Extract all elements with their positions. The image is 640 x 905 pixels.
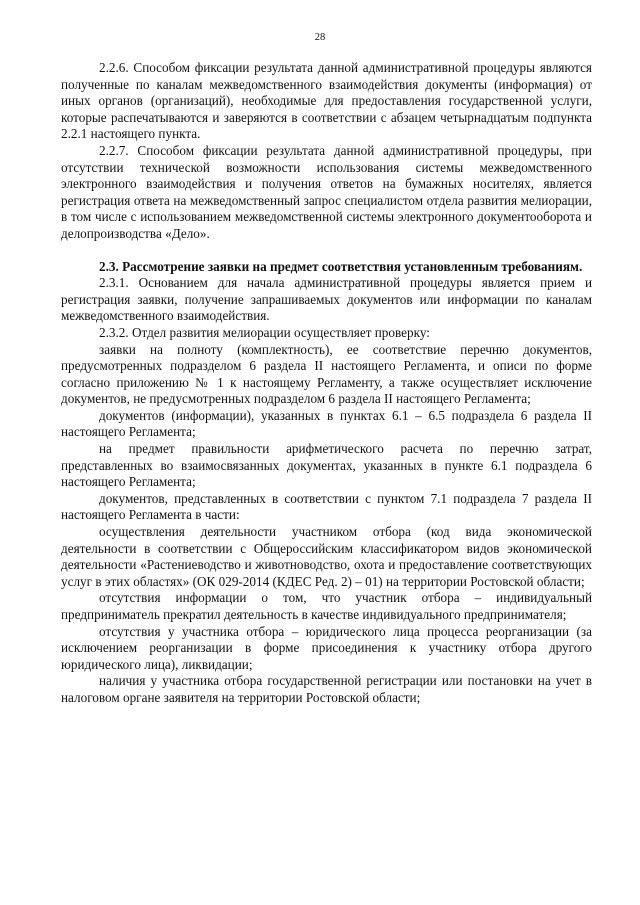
list-item-activity: осуществления деятельности участником отбора (код вида экономической деятельности в соответствии с Общероссийским классификатором видов экономической деятельности «Растениеводство и животноводство, охота и предоставление соответствующих услуг в этих областях» (ОК 029-2014 (КДЕС Ред. 2) – 01) на территории Ростовской области; — [61, 524, 592, 589]
paragraph-2-3-1: 2.3.1. Основанием для начала административной процедуры является прием и регистрация заявки, получение запрашиваемых документов или информации по каналам межведомственного взаимодействия. — [61, 275, 592, 324]
list-item-application-completeness: заявки на полноту (комплектность), ее соответствие перечню документов, предусмотренных подразделом 6 раздела II настоящего Регламента, и описи по форме согласно приложению № 1 к настоящему Регламенту, а также осуществляет исключение документов, не предусмотренных подразделом 6 раздела II настоящего Регламента; — [61, 341, 592, 407]
list-item-arithmetic-check: на предмет правильности арифметического расчета по перечню затрат, представленных во взаимосвязанных документах, указанных в пункте 6.1 подраздела 6 настоящего Регламента; — [61, 441, 592, 490]
list-item-documents-7-1: документов, представленных в соответствии с пунктом 7.1 подраздела 7 раздела II настоящего Регламента в части: — [61, 490, 592, 523]
list-item-registration: наличия у участника отбора государственной регистрации или постановки на учет в налоговом органе заявителя на территории Ростовской области; — [61, 673, 592, 705]
paragraph-2-2-6: 2.2.6. Способом фиксации результата данной административной процедуры являются полученные по каналам межведомственного взаимодействия документы (информация) от иных органов (организаций), необходимые для предоставления государственной услуги, которые распечатываются и заверяются в соответствии с абзацем четырнадцатым подпункта 2.2.1 настоящего пункта. — [61, 60, 592, 142]
paragraph-2-2-7: 2.2.7. Способом фиксации результата данной административной процедуры, при отсутствии технической возможности использования системы межведомственного электронного взаимодействия и получения ответов на бумажных носителях, является регистрация ответа на межведомственный запрос специалистом отдела развития мелиорации, в том числе с использованием межведомственной системы электронного документооборота и делопроизводства «Дело». — [61, 142, 592, 241]
document-body — [61, 60, 592, 707]
section-heading-2-3: 2.3. Рассмотрение заявки на предмет соответствия установленным требованиям. — [99, 258, 583, 274]
list-item-reorganization: отсутствия у участника отбора – юридического лица процесса реорганизации (за исключением реорганизации в форме присоединения к участнику отбора другого юридического лица), ликвидации; — [61, 623, 592, 672]
list-item-documents-info: документов (информации), указанных в пунктах 6.1 – 6.5 подраздела 6 раздела II настоящего Регламента; — [61, 407, 592, 440]
page-number: 28 — [314, 32, 326, 43]
list-item-entrepreneur-status: отсутствия информации о том, что участник отбора – индивидуальный предприниматель прекратил деятельность в качестве индивидуального предпринимателя; — [61, 590, 592, 622]
paragraph-2-3-2: 2.3.2. Отдел развития мелиорации осуществляет проверку: — [99, 324, 430, 340]
